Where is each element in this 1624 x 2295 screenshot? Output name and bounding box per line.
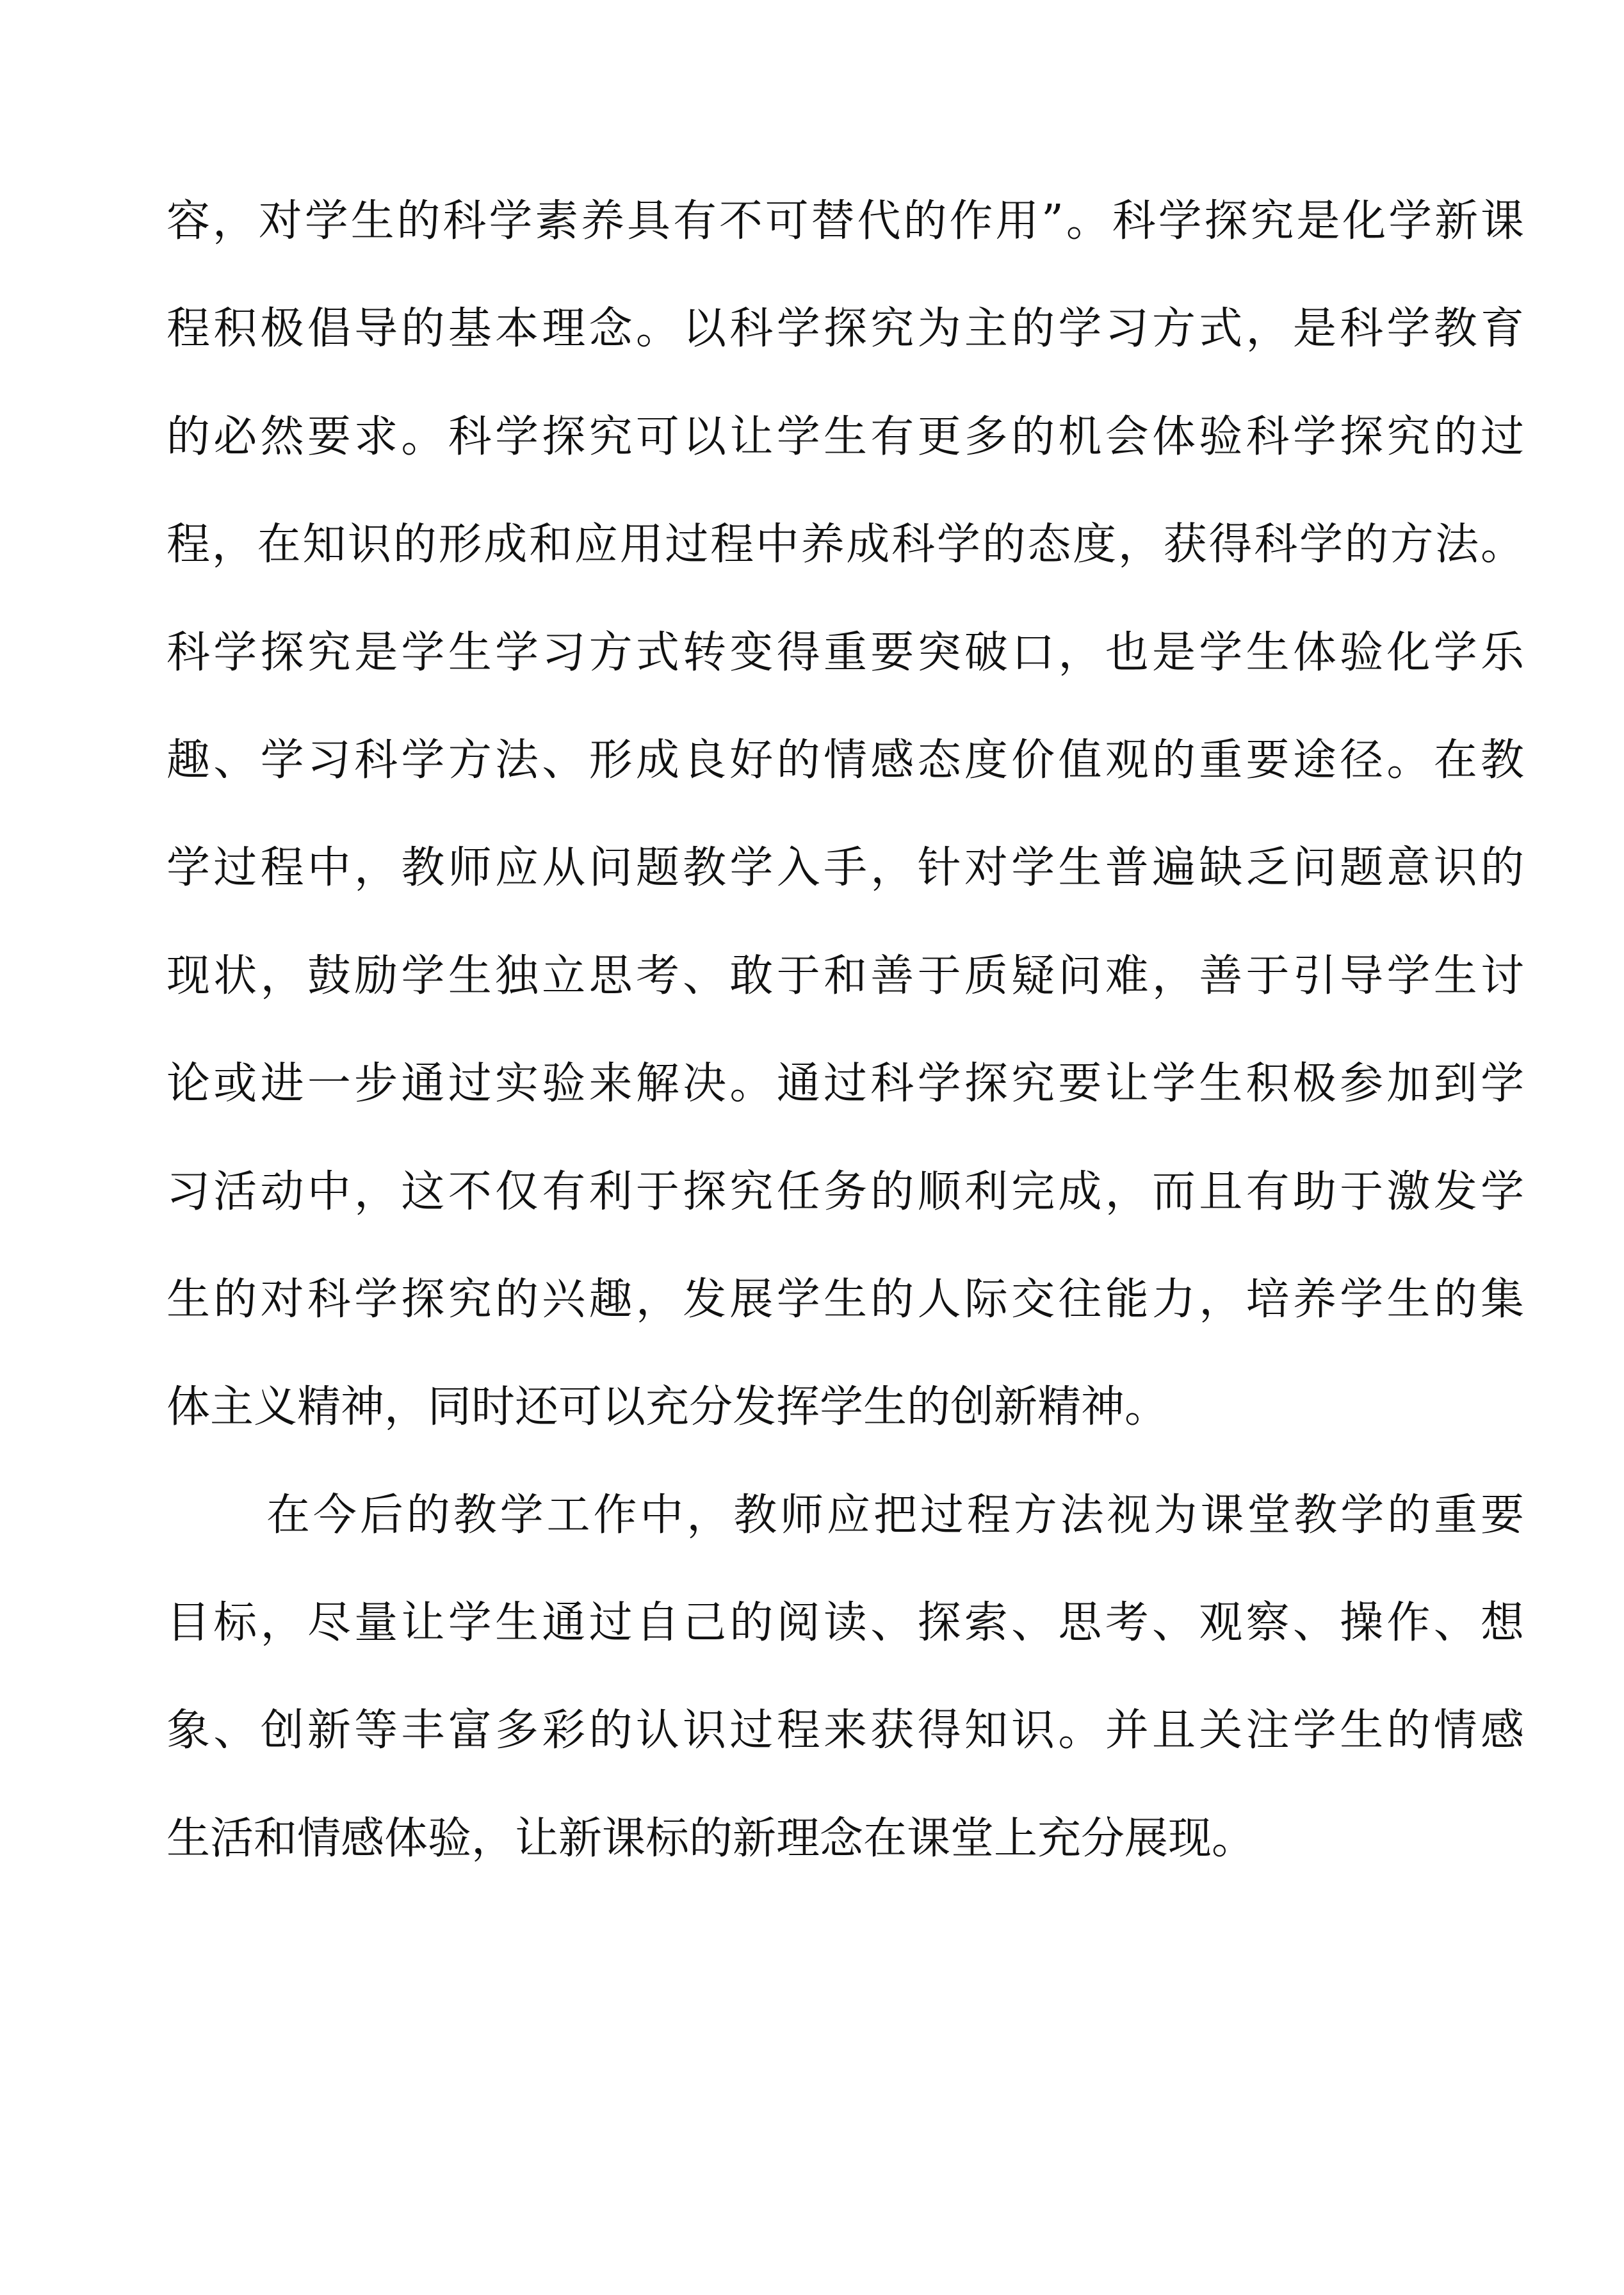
paragraph-2 bbox=[166, 1462, 1524, 1894]
text-line: 学过程中，教师应从问题教学入手，针对学生普遍缺乏问题意识的 bbox=[166, 843, 1524, 894]
text-line: 生的对科学探究的兴趣，发展学生的人际交往能力，培养学生的集 bbox=[166, 1274, 1524, 1325]
text-line: 程积极倡导的基本理念。以科学探究为主的学习方式，是科学教育 bbox=[166, 304, 1524, 355]
text-line: 生活和情感体验，让新课标的新理念在课堂上充分展现。 bbox=[166, 1813, 1256, 1864]
text-line: 体主义精神，同时还可以充分发挥学生的创新精神。 bbox=[166, 1382, 1169, 1433]
text-line: 目标，尽量让学生通过自己的阅读、探索、思考、观察、操作、想 bbox=[166, 1598, 1524, 1649]
text-line: 在今后的教学工作中，教师应把过程方法视为课堂教学的重要 bbox=[266, 1489, 1524, 1541]
text-line: 象、创新等丰富多彩的认识过程来获得知识。并且关注学生的情感 bbox=[166, 1705, 1524, 1756]
text-line: 容，对学生的科学素养具有不可替代的作用”。科学探究是化学新课 bbox=[166, 196, 1524, 247]
text-line: 趣、学习科学方法、形成良好的情感态度价值观的重要途径。在教 bbox=[166, 734, 1524, 786]
text-line: 程，在知识的形成和应用过程中养成科学的态度，获得科学的方法。 bbox=[166, 519, 1524, 571]
paragraph-1 bbox=[166, 168, 1524, 1462]
text-line: 论或进一步通过实验来解决。通过科学探究要让学生积极参加到学 bbox=[166, 1058, 1524, 1110]
text-line: 的必然要求。科学探究可以让学生有更多的机会体验科学探究的过 bbox=[166, 411, 1524, 462]
text-line: 现状，鼓励学生独立思考、敢于和善于质疑问难，善于引导学生讨 bbox=[166, 950, 1524, 1002]
body-text bbox=[166, 168, 1524, 1893]
text-line: 习活动中，这不仅有利于探究任务的顺利完成，而且有助于激发学 bbox=[166, 1166, 1524, 1217]
text-line: 科学探究是学生学习方式转变得重要突破口，也是学生体验化学乐 bbox=[166, 627, 1524, 678]
